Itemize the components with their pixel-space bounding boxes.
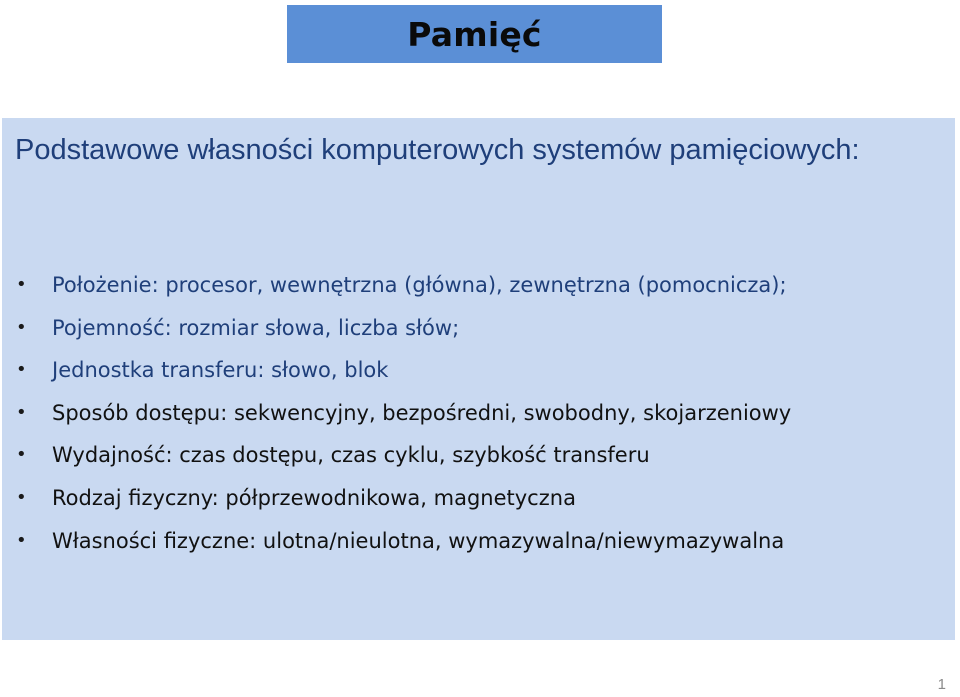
slide-title-box [287,5,662,63]
bullet-dot-icon: • [16,359,27,381]
bullet-item [2,392,952,435]
bullet-item [2,434,952,477]
bullet-dot-icon: • [16,486,27,508]
bullet-item [2,520,952,563]
bullet-item [2,477,952,520]
bullet-item [2,264,952,307]
bullet-text: Wydajność: czas dostępu, czas cyklu, szybkość transferu [52,443,650,468]
bullet-dot-icon: • [16,444,27,466]
bullet-dot-icon: • [16,316,27,338]
bullet-dot-icon: • [16,274,27,295]
bullet-text: Jednostka transferu: słowo, blok [52,358,389,383]
bullet-text: Własności fizyczne: ulotna/nieulotna, wymazywalna/niewymazywalna [52,528,785,553]
bullet-text: Położenie: procesor, wewnętrzna (główna), zewnętrzna (pomocnicza); [52,273,787,297]
bullet-item [2,307,952,350]
content-heading: Podstawowe własności komputerowych systemów pamięciowych: [15,134,860,166]
bullet-item [2,349,952,392]
bullet-dot-icon: • [16,529,27,551]
page-number: 1 [937,676,946,693]
bullet-text: Sposób dostępu: sekwencyjny, bezpośredni, swobodny, skojarzeniowy [52,400,792,425]
content-panel [2,118,955,640]
bullet-text: Pojemność: rozmiar słowa, liczba słów; [52,315,460,340]
bullet-list [2,264,952,562]
bullet-dot-icon: • [16,401,27,423]
slide-title: Pamięć [407,14,542,54]
bullet-text: Rodzaj fizyczny: półprzewodnikowa, magnetyczna [52,485,576,510]
